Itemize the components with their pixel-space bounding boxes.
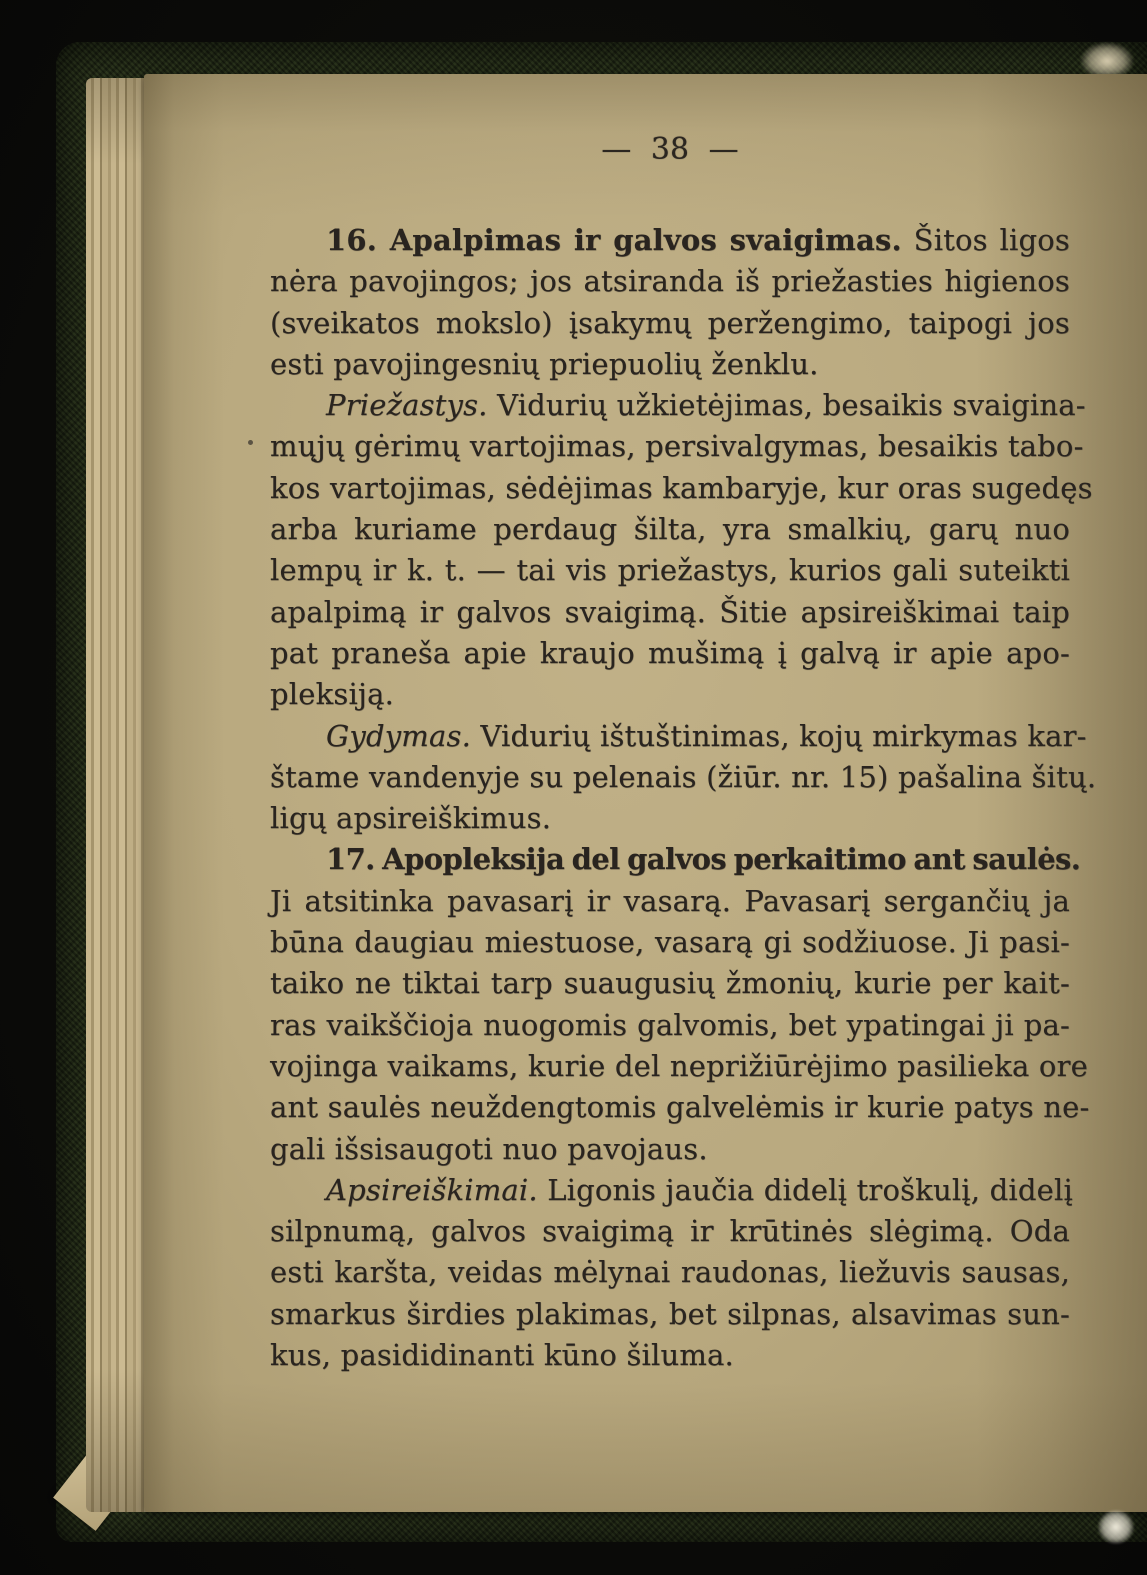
line-text: smarkus širdies plakimas, bet silpnas, alsavimas sun- (270, 1296, 1070, 1331)
text-line (270, 550, 1070, 591)
line-text: Ligonis jaučia didelį troškulį, didelį (537, 1172, 1073, 1207)
line-text: kus, pasididinanti kūno šiluma. (270, 1338, 734, 1373)
line-text: būna daugiau miestuose, vasarą gi sodžiuose. Ji pasi- (270, 925, 1070, 960)
line-text: Ji atsitinka pavasarį ir vasarą. Pavasarį sergančių ja (270, 883, 1070, 918)
line-text: gali išsisaugoti nuo pavojaus. (270, 1131, 708, 1166)
text-line (270, 426, 1084, 467)
text-line (270, 509, 1070, 550)
page-edge-stack (86, 78, 150, 1512)
text-line (270, 757, 1097, 798)
text-line (270, 633, 1070, 674)
line-text: esti pavojingesnių priepuolių ženklu. (270, 346, 819, 381)
text-line (270, 674, 1070, 715)
text-line (270, 1170, 1073, 1211)
line-text: ligų apsireiškimus. (270, 801, 552, 836)
book-page (144, 74, 1147, 1512)
text-line (270, 1335, 1070, 1376)
text-line (270, 1087, 1090, 1128)
line-text: štame vandenyje su pelenais (žiūr. nr. 15) pašalina šitų. (270, 759, 1097, 794)
line-text: nėra pavojingos; jos atsiranda iš priežasties higienos (270, 264, 1070, 299)
text-line (270, 922, 1070, 963)
line-text: (sveikatos mokslo) įsakymų peržengimo, taipogi jos (270, 305, 1070, 340)
section-heading-17: 17. Apopleksija del galvos perkaitimo ant saulės. (326, 842, 1081, 877)
line-text: lempų ir k. t. — tai vis priežastys, kurios gali suteikti (270, 553, 1070, 588)
text-line (270, 344, 1070, 385)
text-line (270, 1294, 1070, 1335)
line-text: arba kuriame perdaug šilta, yra smalkių, garų nuo (270, 512, 1070, 547)
body-text (270, 220, 1097, 1376)
text-line (270, 1005, 1070, 1046)
paragraph-lead-gydymas: Gydymas. (326, 718, 471, 753)
line-text: Vidurių ištuštinimas, kojų mirkymas kar- (471, 718, 1087, 753)
text-line (270, 716, 1087, 757)
text-line (270, 1129, 1070, 1170)
text-line (270, 220, 1070, 261)
line-text: silpnumą, galvos svaigimą ir krūtinės slėgimą. Oda (270, 1214, 1070, 1249)
line-text: Vidurių užkietėjimas, besaikis svaigina- (487, 388, 1086, 423)
scan-artifact-bottom-right (1098, 1510, 1134, 1544)
text-line (270, 839, 1081, 880)
line-text: apalpimą ir galvos svaigimą. Šitie apsireiškimai taip (270, 594, 1070, 629)
text-line (270, 1046, 1089, 1087)
line-text: pleksiją. (270, 677, 395, 712)
line-text: kos vartojimas, sėdėjimas kambaryje, kur oras sugedęs (270, 470, 1093, 505)
text-line (270, 261, 1070, 302)
text-line (270, 385, 1086, 426)
line-text: ras vaikščioja nuogomis galvomis, bet ypatingai ji pa- (270, 1007, 1070, 1042)
ink-speck (248, 440, 253, 445)
text-line (270, 1211, 1070, 1252)
line-text: Šitos ligos (901, 223, 1070, 257)
text-line (270, 468, 1093, 509)
text-line (270, 592, 1070, 633)
line-text: taiko ne tiktai tarp suaugusių žmonių, kurie per kait- (270, 966, 1070, 1001)
text-line (270, 963, 1070, 1004)
line-text: mųjų gėrimų vartojimas, persivalgymas, besaikis tabo- (270, 429, 1084, 464)
paragraph-lead-apsireiskimai: Apsireiškimai. (326, 1172, 538, 1207)
line-text: pat praneša apie kraujo mušimą į galvą ir apie apo- (270, 635, 1070, 670)
page-number: — 38 — (601, 132, 739, 167)
text-line (270, 303, 1070, 344)
line-text: esti karšta, veidas mėlynai raudonas, liežuvis sausas, (270, 1255, 1070, 1290)
section-heading-16: 16. Apalpimas ir galvos svaigimas. (326, 223, 902, 257)
line-text: vojinga vaikams, kurie del neprižiūrėjimo pasilieka ore (270, 1048, 1089, 1083)
line-text: ant saulės neuždengtomis galvelėmis ir kurie patys ne- (270, 1090, 1090, 1125)
text-line (270, 1252, 1070, 1293)
text-line (270, 881, 1070, 922)
paragraph-lead-priezastys: Priežastys. (326, 388, 488, 423)
text-line (270, 798, 1070, 839)
